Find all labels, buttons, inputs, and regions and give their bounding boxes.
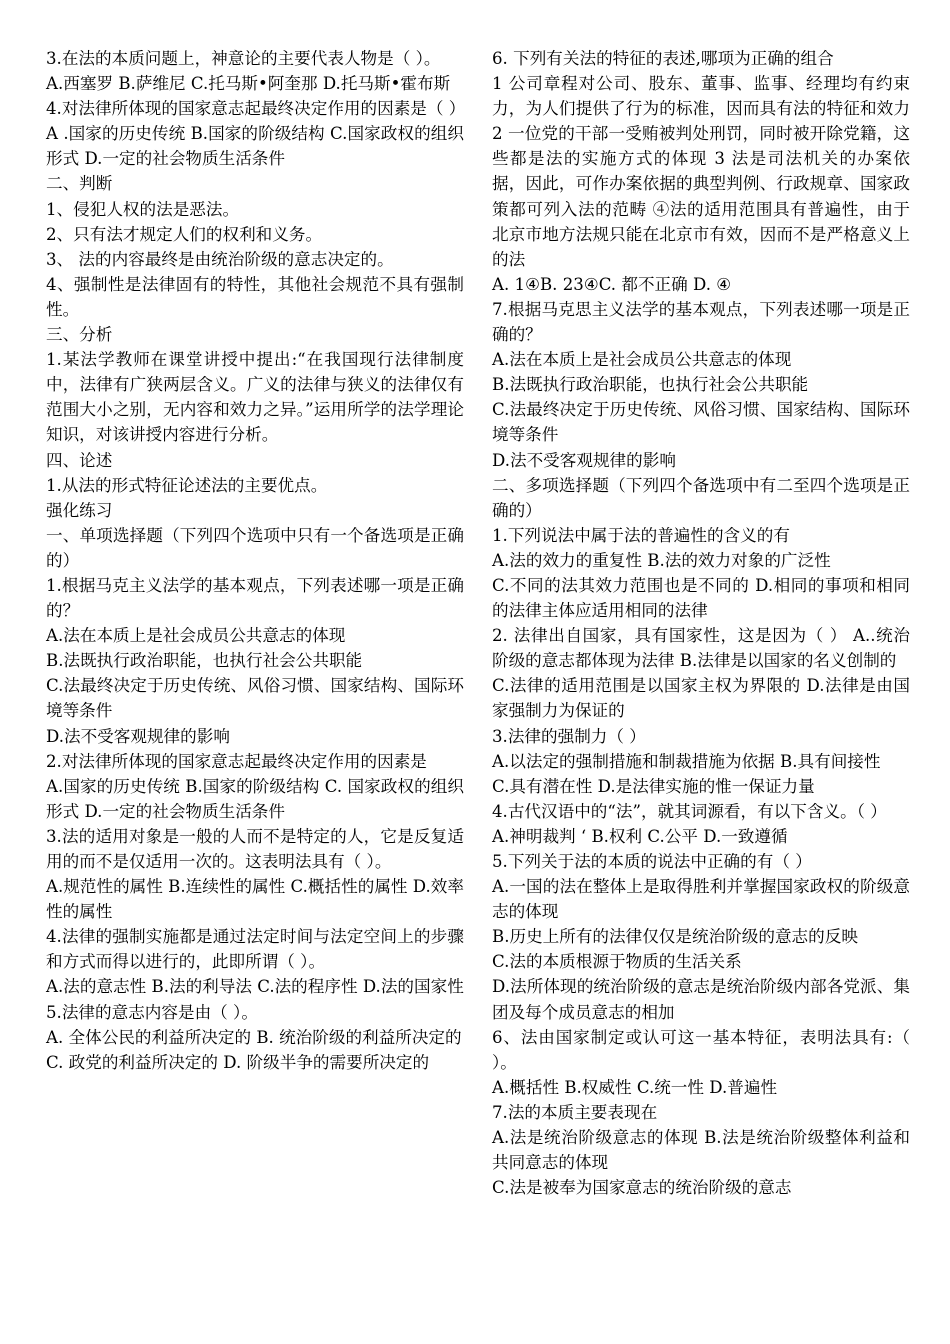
text-paragraph: A.法的效力的重复性 B.法的效力对象的广泛性 xyxy=(492,550,831,570)
text-paragraph: 3.在法的本质问题上，神意论的主要代表人物是（ ）。 xyxy=(46,49,441,68)
text-paragraph: 强化练习 xyxy=(46,500,113,520)
left-column xyxy=(46,46,464,1075)
text-paragraph: A.一国的法在整体上是取得胜利并掌握国家政权的阶级意志的体现 xyxy=(492,877,910,922)
text-paragraph: 4.古代汉语中的“法”，就其词源看，有以下含义。（ ） xyxy=(492,801,887,821)
text-paragraph: C.具有潜在性 D.是法律实施的惟一保证力量 xyxy=(492,776,815,796)
text-paragraph: 三、分析 xyxy=(46,325,113,345)
text-paragraph: 2. 法律出自国家，具有国家性，这是因为（ ） A..统治阶级的意志都体现为法律 B.法律是以国家的名义创制的 xyxy=(492,626,910,671)
text-paragraph: 5.法律的意志内容是由（ ）。 xyxy=(46,1002,258,1022)
text-paragraph: 一、单项选择题（下列四个选项中只有一个备选项是正确的） xyxy=(46,525,464,570)
text-paragraph: 3.法的适用对象是一般的人而不是特定的人，它是反复适用的而不是仅适用一次的。这表明法具有（ ）。 xyxy=(46,826,464,871)
text-paragraph: B.历史上所有的法律仅仅是统治阶级的意志的反映 xyxy=(492,927,858,947)
text-paragraph: A.法是统治阶级意志的体现 B.法是统治阶级整体利益和共同意志的体现 xyxy=(492,1128,910,1173)
text-paragraph: C.法最终决定于历史传统、风俗习惯、国家结构、国际环境等条件 xyxy=(492,400,910,445)
text-paragraph: C.法最终决定于历史传统、风俗习惯、国家结构、国际环境等条件 xyxy=(46,676,464,721)
text-paragraph: 二、多项选择题（下列四个备选项中有二至四个选项是正确的） xyxy=(492,475,910,520)
text-paragraph: 1.下列说法中属于法的普遍性的含义的有 xyxy=(492,525,790,545)
text-paragraph: 1.根据马克主义法学的基本观点，下列表述哪一项是正确的？ xyxy=(46,575,464,621)
text-paragraph: A.法的意志性 B.法的利导法 C.法的程序性 D.法的国家性 xyxy=(46,977,464,997)
text-paragraph: A. 1④B. 23④C. 都不正确 D. ④ xyxy=(492,274,732,294)
text-paragraph: 4.对法律所体现的国家意志起最终决定作用的因素是（ ） xyxy=(46,99,466,119)
text-paragraph: 二、判断 xyxy=(46,174,113,194)
text-paragraph: B.法既执行政治职能，也执行社会公共职能 xyxy=(492,375,809,395)
text-paragraph: C.法是被奉为国家意志的统治阶级的意志 xyxy=(492,1178,792,1198)
text-paragraph: 1 公司章程对公司、股东、董事、监事、经理均有约束力，为人们提供了行为的标准，因而具有法的特征和效力 2 一位党的干部一受贿被判处刑罚，同时被开除党籍，这些都是法的实施方式的体现 3 法是司法机关的办案依据，因此，可作办案依据的典型判例、行政规章、国家政策都可列入法的范畴 ④法的适用范围具有普遍性，由于北京市地方法规只能在北京市有效，因而不是严格意义上的法 xyxy=(492,74,910,269)
text-paragraph: 7.根据马克思主义法学的基本观点，下列表述哪一项是正确的？ xyxy=(492,299,910,345)
text-paragraph: C. 政党的利益所决定的 D. 阶级半争的需要所决定的 xyxy=(46,1052,430,1072)
text-paragraph: 2.对法律所体现的国家意志起最终决定作用的因素是 xyxy=(46,751,427,771)
text-paragraph: 四、论述 xyxy=(46,450,113,470)
text-paragraph: 1、侵犯人权的法是恶法。 xyxy=(46,199,240,219)
text-paragraph: D.法不受客观规律的影响 xyxy=(46,726,230,746)
text-paragraph: 3.法律的强制力（ ） xyxy=(492,726,646,746)
text-paragraph: A.以法定的强制措施和制裁措施为依据 B.具有间接性 xyxy=(492,751,881,771)
text-paragraph: A. 全体公民的利益所决定的 B. 统治阶级的利益所决定的 xyxy=(46,1027,462,1047)
right-column xyxy=(492,46,910,1200)
text-paragraph: 4、强制性是法律固有的特性，其他社会规范不具有强制性。 xyxy=(46,274,464,319)
text-paragraph: 5.下列关于法的本质的说法中正确的有（ ） xyxy=(492,852,812,871)
text-paragraph: A.神明裁判 ‘ B.权利 C.公平 D.一致遵循 xyxy=(492,826,788,846)
text-paragraph: A.西塞罗 B.萨维尼 C.托马斯•阿奎那 D.托马斯•霍布斯 xyxy=(46,74,451,94)
text-paragraph: C.不同的法其效力范围也是不同的 D.相同的事项和相同的法律主体应适用相同的法律 xyxy=(492,575,910,621)
text-paragraph: 1.某法学教师在课堂讲授中提出:“在我国现行法律制度中，法律有广狭两层含义。广义的法律与狭义的法律仅有范围大小之别，无内容和效力之异。”运用所学的法学理论知识，对该讲授内容进行分析。 xyxy=(46,350,464,445)
text-paragraph: A.法在本质上是社会成员公共意志的体现 xyxy=(46,626,346,646)
text-paragraph: A.概括性 B.权威性 C.统一性 D.普遍性 xyxy=(492,1077,778,1097)
text-paragraph: A.国家的历史传统 B.国家的阶级结构 C. 国家政权的组织形式 D.一定的社会物质生活条件 xyxy=(46,776,464,821)
text-paragraph: 3、 法的内容最终是由统治阶级的意志决定的。 xyxy=(46,249,394,269)
text-paragraph: 2、只有法才规定人们的权利和义务。 xyxy=(46,224,323,244)
text-paragraph: 1.从法的形式特征论述法的主要优点。 xyxy=(46,475,328,495)
text-paragraph: A.规范性的属性 B.连续性的属性 C.概括性的属性 D.效率性的属性 xyxy=(46,877,464,922)
text-paragraph: A.法在本质上是社会成员公共意志的体现 xyxy=(492,350,792,370)
text-paragraph: B.法既执行政治职能，也执行社会公共职能 xyxy=(46,651,363,671)
text-paragraph: 6. 下列有关法的特征的表述,哪项为正确的组合 xyxy=(492,49,834,68)
text-paragraph: 4.法律的强制实施都是通过法定时间与法定空间上的步骤和方式而得以进行的，此即所谓（ ）。 xyxy=(46,927,464,972)
text-paragraph: 6、法由国家制定或认可这一基本特征，表明法具有:（ ）。 xyxy=(492,1027,910,1072)
text-paragraph: D.法所体现的统治阶级的意志是统治阶级内部各党派、集团及每个成员意志的相加 xyxy=(492,977,910,1022)
text-paragraph: D.法不受客观规律的影响 xyxy=(492,450,676,470)
text-paragraph: C.法律的适用范围是以国家主权为界限的 D.法律是由国家强制力为保证的 xyxy=(492,676,910,721)
text-paragraph: 7.法的本质主要表现在 xyxy=(492,1102,658,1122)
text-paragraph: C.法的本质根源于物质的生活关系 xyxy=(492,952,742,972)
text-paragraph: A .国家的历史传统 B.国家的阶级结构 C.国家政权的组织形式 D.一定的社会物质生活条件 xyxy=(46,124,464,169)
